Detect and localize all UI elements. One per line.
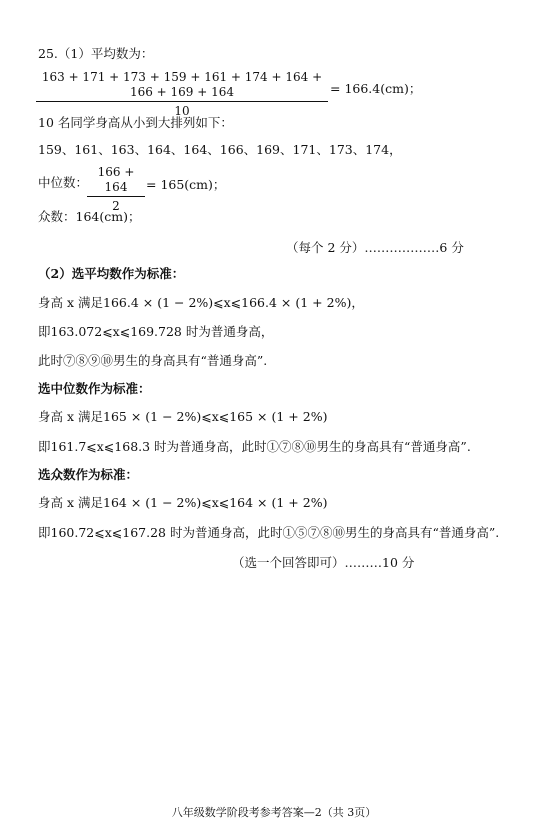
mean-numerator: 163 + 171 + 173 + 159 + 161 + 174 + 164 + 166 + 169 + 164 (41, 70, 323, 99)
mean-interval: 即163.072⩽x⩽169.728 时为普通身高， (38, 324, 274, 339)
sorted-list: 159、161、163、164、164、166、169、171、173、174， (38, 142, 402, 157)
part-2-heading: （2）选平均数作为标准： (38, 266, 185, 281)
mode-line: 众数：164(cm)； (38, 209, 141, 224)
page-footer: 八年级数学阶段考参考答案—2（共 3页） (171, 806, 377, 819)
median-interval: 即161.7⩽x⩽168.3 时为普通身高，此时①⑦⑧⑩男生的身高具有“普通身高”. (38, 439, 471, 454)
median-heading: 选中位数作为标准： (38, 381, 151, 396)
question-25-heading: 25.（1）平均数为： (38, 46, 154, 61)
fraction-bar (87, 196, 145, 197)
score-note-1: （每个 2 分）………………6 分 (286, 240, 464, 255)
mean-students: 此时⑦⑧⑨⑩男生的身高具有“普通身高”. (38, 353, 268, 368)
mode-interval: 即160.72⩽x⩽167.28 时为普通身高，此时①⑤⑦⑧⑩男生的身高具有“普通身高”. (38, 525, 500, 540)
median-result: = 165(cm)； (146, 177, 226, 192)
mode-heading: 选众数作为标准： (38, 467, 139, 482)
mean-range: 身高 x 满足166.4 × (1 − 2%)⩽x⩽166.4 × (1 + 2%)， (38, 295, 364, 310)
mean-denominator: 10 (174, 104, 190, 118)
sorted-intro: 10 名同学身高从小到大排列如下： (38, 115, 233, 130)
mode-range: 身高 x 满足164 × (1 − 2%)⩽x⩽164 × (1 + 2%) (38, 495, 328, 510)
median-denominator: 2 (112, 199, 120, 213)
mean-result: = 166.4(cm)； (330, 81, 422, 96)
median-label: 中位数： (38, 175, 89, 190)
median-numerator: 166 + 164 (97, 165, 135, 194)
mean-fraction (36, 70, 328, 119)
median-range: 身高 x 满足165 × (1 − 2%)⩽x⩽165 × (1 + 2%) (38, 409, 328, 424)
fraction-bar (36, 101, 328, 102)
median-fraction (87, 165, 145, 214)
score-note-2: （选一个回答即可）………10 分 (232, 555, 415, 570)
